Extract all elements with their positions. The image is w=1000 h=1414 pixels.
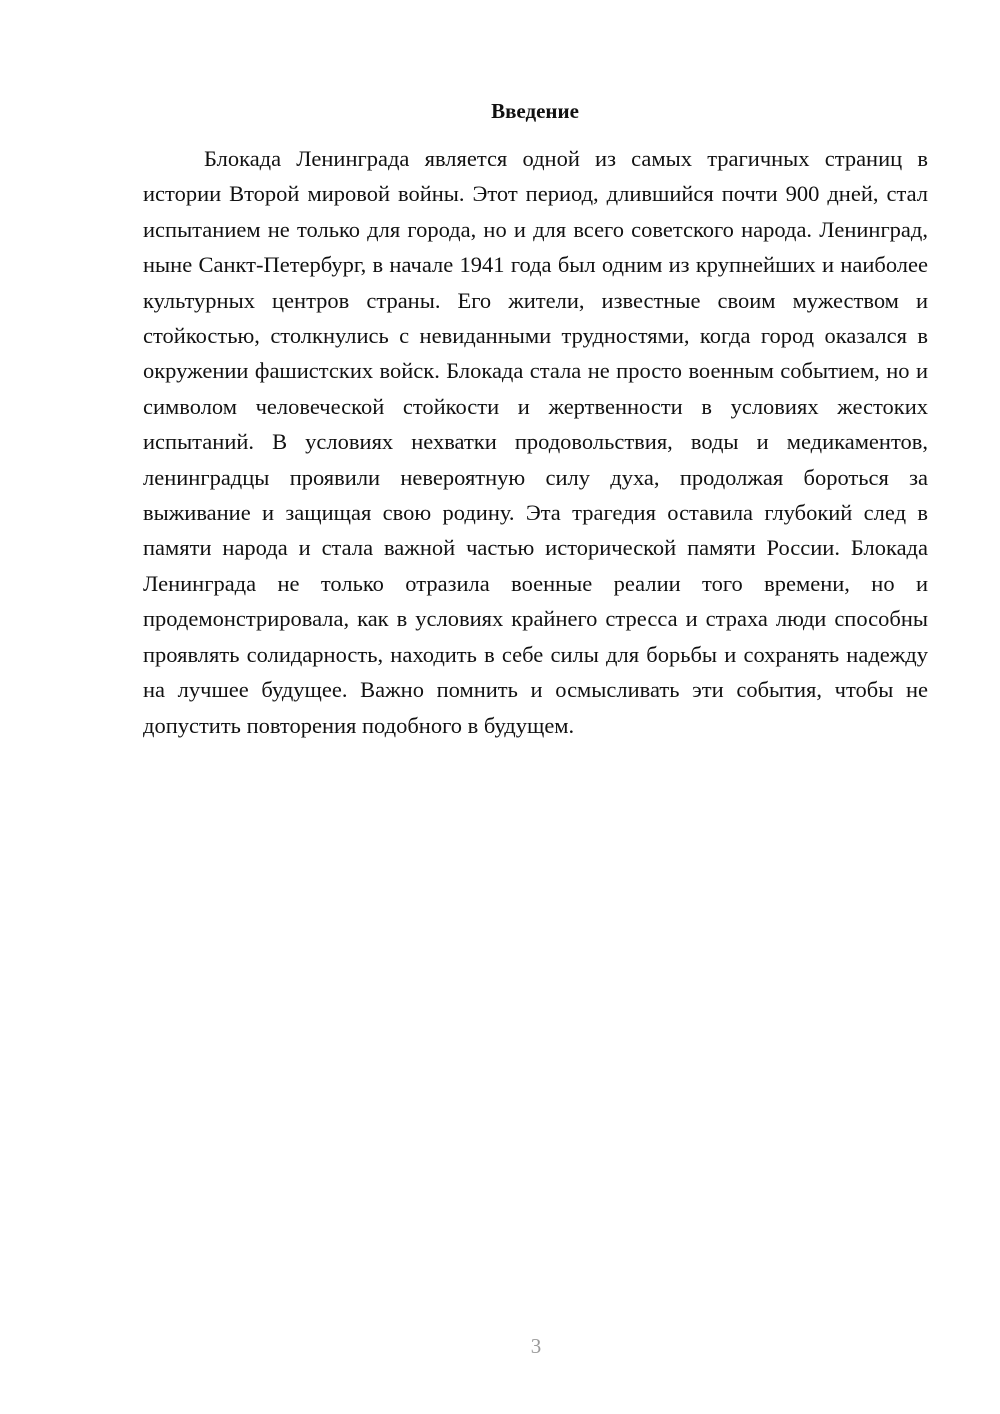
page-number: 3 bbox=[530, 1334, 542, 1358]
section-heading: Введение bbox=[491, 99, 579, 123]
body-paragraph: Блокада Ленинграда является одной из самых трагичных страниц в истории Второй мировой войны. Этот период, длившийся почти 900 дней, стал испытанием не только для города, но и для всего советского народа. Ленинград, ныне Санкт-Петербург, в начале 1941 года был одним из крупнейших и наиболее культурных центров страны. Его жители, известные своим мужеством и стойкостью, столкнулись с невиданными трудностями, когда город оказался в окружении фашистских войск. Блокада стала не просто военным событием, но и символом человеческой стойкости и жертвенности в условиях жестоких испытаний. В условиях нехватки продовольствия, воды и медикаментов, ленинградцы проявили невероятную силу духа, продолжая бороться за выживание и защищая свою родину. Эта трагедия оставила глубокий след в памяти народа и стала важной частью исторической памяти России. Блокада Ленинграда не только отразила военные реалии того времени, но и продемонстрировала, как в условиях крайнего стресса и страха люди способны проявлять солидарность, находить в себе силы для борьбы и сохранять надежду на лучшее будущее. Важно помнить и осмысливать эти события, чтобы не допустить повторения подобного в будущем. bbox=[143, 146, 928, 738]
